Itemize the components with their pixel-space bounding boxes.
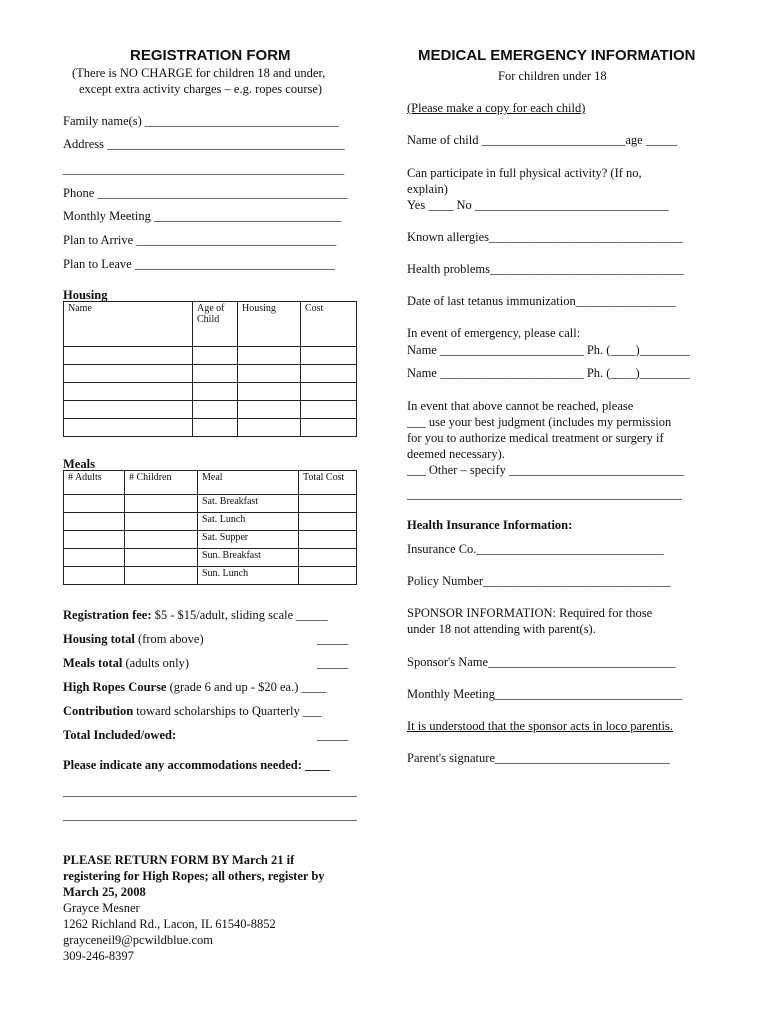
housing-header-cost: Cost bbox=[301, 302, 357, 347]
housing-row[interactable] bbox=[64, 401, 357, 419]
insurance-heading: Health Insurance Information: bbox=[407, 518, 573, 532]
unreached-line-1: In event that above cannot be reached, please bbox=[407, 399, 634, 413]
parent-signature-field[interactable]: Parent's signature____________________________ bbox=[407, 751, 670, 765]
meals-header-adults: # Adults bbox=[64, 471, 125, 495]
housing-header-housing: Housing bbox=[238, 302, 301, 347]
other-specify-line[interactable]: ____________________________________________ bbox=[407, 487, 682, 501]
meal-label: Sat. Lunch bbox=[198, 513, 299, 531]
housing-row[interactable] bbox=[64, 347, 357, 365]
contribution-text: toward scholarships to Quarterly ___ bbox=[133, 704, 322, 718]
contact-email: grayceneil9@pcwildblue.com bbox=[63, 933, 213, 947]
allergies-field[interactable]: Known allergies_______________________________ bbox=[407, 230, 683, 244]
registration-fee-line[interactable] bbox=[63, 608, 328, 623]
participate-question-2: explain) bbox=[407, 182, 448, 196]
monthly-meeting-field[interactable]: Monthly Meeting ______________________________ bbox=[63, 209, 342, 223]
sponsor-name-field[interactable]: Sponsor's Name______________________________ bbox=[407, 655, 676, 669]
meal-row bbox=[64, 495, 357, 513]
housing-row[interactable] bbox=[64, 383, 357, 401]
high-ropes-line[interactable] bbox=[63, 680, 327, 695]
unreached-line-4: deemed necessary). bbox=[407, 447, 505, 461]
accommodations-line-2[interactable]: _______________________________________________ bbox=[63, 808, 357, 822]
meal-label: Sun. Lunch bbox=[198, 567, 299, 585]
emergency-contact-2[interactable]: Name _______________________ Ph. (____)________ bbox=[407, 366, 690, 380]
meal-label: Sun. Breakfast bbox=[198, 549, 299, 567]
sponsor-monthly-meeting-field[interactable]: Monthly Meeting______________________________ bbox=[407, 687, 683, 701]
plan-to-arrive-field[interactable]: Plan to Arrive ________________________________ bbox=[63, 233, 337, 247]
tetanus-field[interactable]: Date of last tetanus immunization________________ bbox=[407, 294, 676, 308]
registration-fee-text: $5 - $15/adult, sliding scale _____ bbox=[151, 608, 328, 622]
housing-total-line bbox=[63, 632, 204, 647]
high-ropes-text: (grade 6 and up - $20 ea.) ____ bbox=[166, 680, 327, 694]
meals-table bbox=[63, 470, 357, 585]
other-specify-option[interactable]: ___ Other – specify ____________________________ bbox=[407, 463, 685, 477]
medical-subtitle: For children under 18 bbox=[498, 69, 607, 83]
sponsor-info-1: SPONSOR INFORMATION: Required for those bbox=[407, 606, 653, 620]
return-deadline-3: March 25, 2008 bbox=[63, 885, 146, 899]
contact-phone: 309-246-8397 bbox=[63, 949, 134, 963]
meal-row bbox=[64, 567, 357, 585]
accommodations-line-1[interactable]: _______________________________________________ bbox=[63, 784, 357, 798]
meal-label: Sat. Breakfast bbox=[198, 495, 299, 513]
meals-total-text: (adults only) bbox=[122, 656, 190, 670]
housing-table bbox=[63, 301, 357, 437]
meals-total-line bbox=[63, 656, 189, 671]
address-field[interactable]: Address ______________________________________ bbox=[63, 137, 345, 151]
high-ropes-label: High Ropes Course bbox=[63, 680, 167, 694]
registration-subtitle-2: except extra activity charges – e.g. ropes course) bbox=[79, 82, 323, 96]
loco-parentis-note: It is understood that the sponsor acts in loco parentis. bbox=[407, 719, 673, 733]
child-name-field[interactable]: Name of child _______________________age _____ bbox=[407, 133, 678, 147]
meal-row bbox=[64, 549, 357, 567]
meals-heading: Meals bbox=[63, 457, 95, 471]
address-field-line2[interactable]: _____________________________________________ bbox=[63, 162, 345, 176]
meals-header-total-cost: Total Cost bbox=[299, 471, 357, 495]
housing-header-name: Name bbox=[64, 302, 193, 347]
housing-total-text: (from above) bbox=[134, 632, 204, 646]
return-deadline-2: registering for High Ropes; all others, register by bbox=[63, 869, 325, 883]
participate-yes-no-field[interactable]: Yes ____ No _______________________________ bbox=[407, 198, 669, 212]
copy-note: (Please make a copy for each child) bbox=[407, 101, 586, 115]
phone-field[interactable]: Phone ________________________________________ bbox=[63, 186, 348, 200]
housing-total-label: Housing total bbox=[63, 632, 135, 646]
sponsor-info-2: under 18 not attending with parent(s). bbox=[407, 622, 596, 636]
total-owed-label: Total Included/owed: bbox=[63, 728, 177, 742]
housing-header-age: Age of Child bbox=[193, 302, 238, 347]
emergency-contact-1[interactable]: Name _______________________ Ph. (____)________ bbox=[407, 343, 690, 357]
insurance-company-field[interactable]: Insurance Co.______________________________ bbox=[407, 542, 664, 556]
housing-row[interactable] bbox=[64, 419, 357, 437]
unreached-line-3: for you to authorize medical treatment or surgery if bbox=[407, 431, 664, 445]
return-deadline-1: PLEASE RETURN FORM BY March 21 if bbox=[63, 853, 295, 867]
housing-row[interactable] bbox=[64, 365, 357, 383]
meals-total-label: Meals total bbox=[63, 656, 123, 670]
meal-row bbox=[64, 531, 357, 549]
meals-total-blank[interactable]: _____ bbox=[317, 656, 349, 670]
contact-name: Grayce Mesner bbox=[63, 901, 140, 915]
family-name-field[interactable]: Family name(s) _______________________________ bbox=[63, 114, 339, 128]
emergency-call-label: In event of emergency, please call: bbox=[407, 326, 581, 340]
meal-row bbox=[64, 513, 357, 531]
registration-subtitle-1: (There is NO CHARGE for children 18 and under, bbox=[72, 66, 326, 80]
accommodations-label[interactable]: Please indicate any accommodations needed: ____ bbox=[63, 758, 330, 772]
meals-header-children: # Children bbox=[125, 471, 198, 495]
medical-title: MEDICAL EMERGENCY INFORMATION bbox=[418, 47, 696, 64]
health-problems-field[interactable]: Health problems_______________________________ bbox=[407, 262, 684, 276]
contribution-line[interactable] bbox=[63, 704, 322, 719]
meals-header-meal: Meal bbox=[198, 471, 299, 495]
contact-address: 1262 Richland Rd., Lacon, IL 61540-8852 bbox=[63, 917, 276, 931]
contribution-label: Contribution bbox=[63, 704, 134, 718]
total-owed-blank[interactable]: _____ bbox=[317, 728, 349, 742]
participate-question-1: Can participate in full physical activity? (If no, bbox=[407, 166, 642, 180]
plan-to-leave-field[interactable]: Plan to Leave ________________________________ bbox=[63, 257, 335, 271]
meal-label: Sat. Supper bbox=[198, 531, 299, 549]
policy-number-field[interactable]: Policy Number______________________________ bbox=[407, 574, 671, 588]
registration-form-title: REGISTRATION FORM bbox=[130, 47, 291, 64]
housing-total-blank[interactable]: _____ bbox=[317, 632, 349, 646]
judgment-option[interactable]: ___ use your best judgment (includes my permission bbox=[407, 415, 672, 429]
registration-fee-label: Registration fee: bbox=[63, 608, 152, 622]
housing-heading: Housing bbox=[63, 288, 108, 302]
